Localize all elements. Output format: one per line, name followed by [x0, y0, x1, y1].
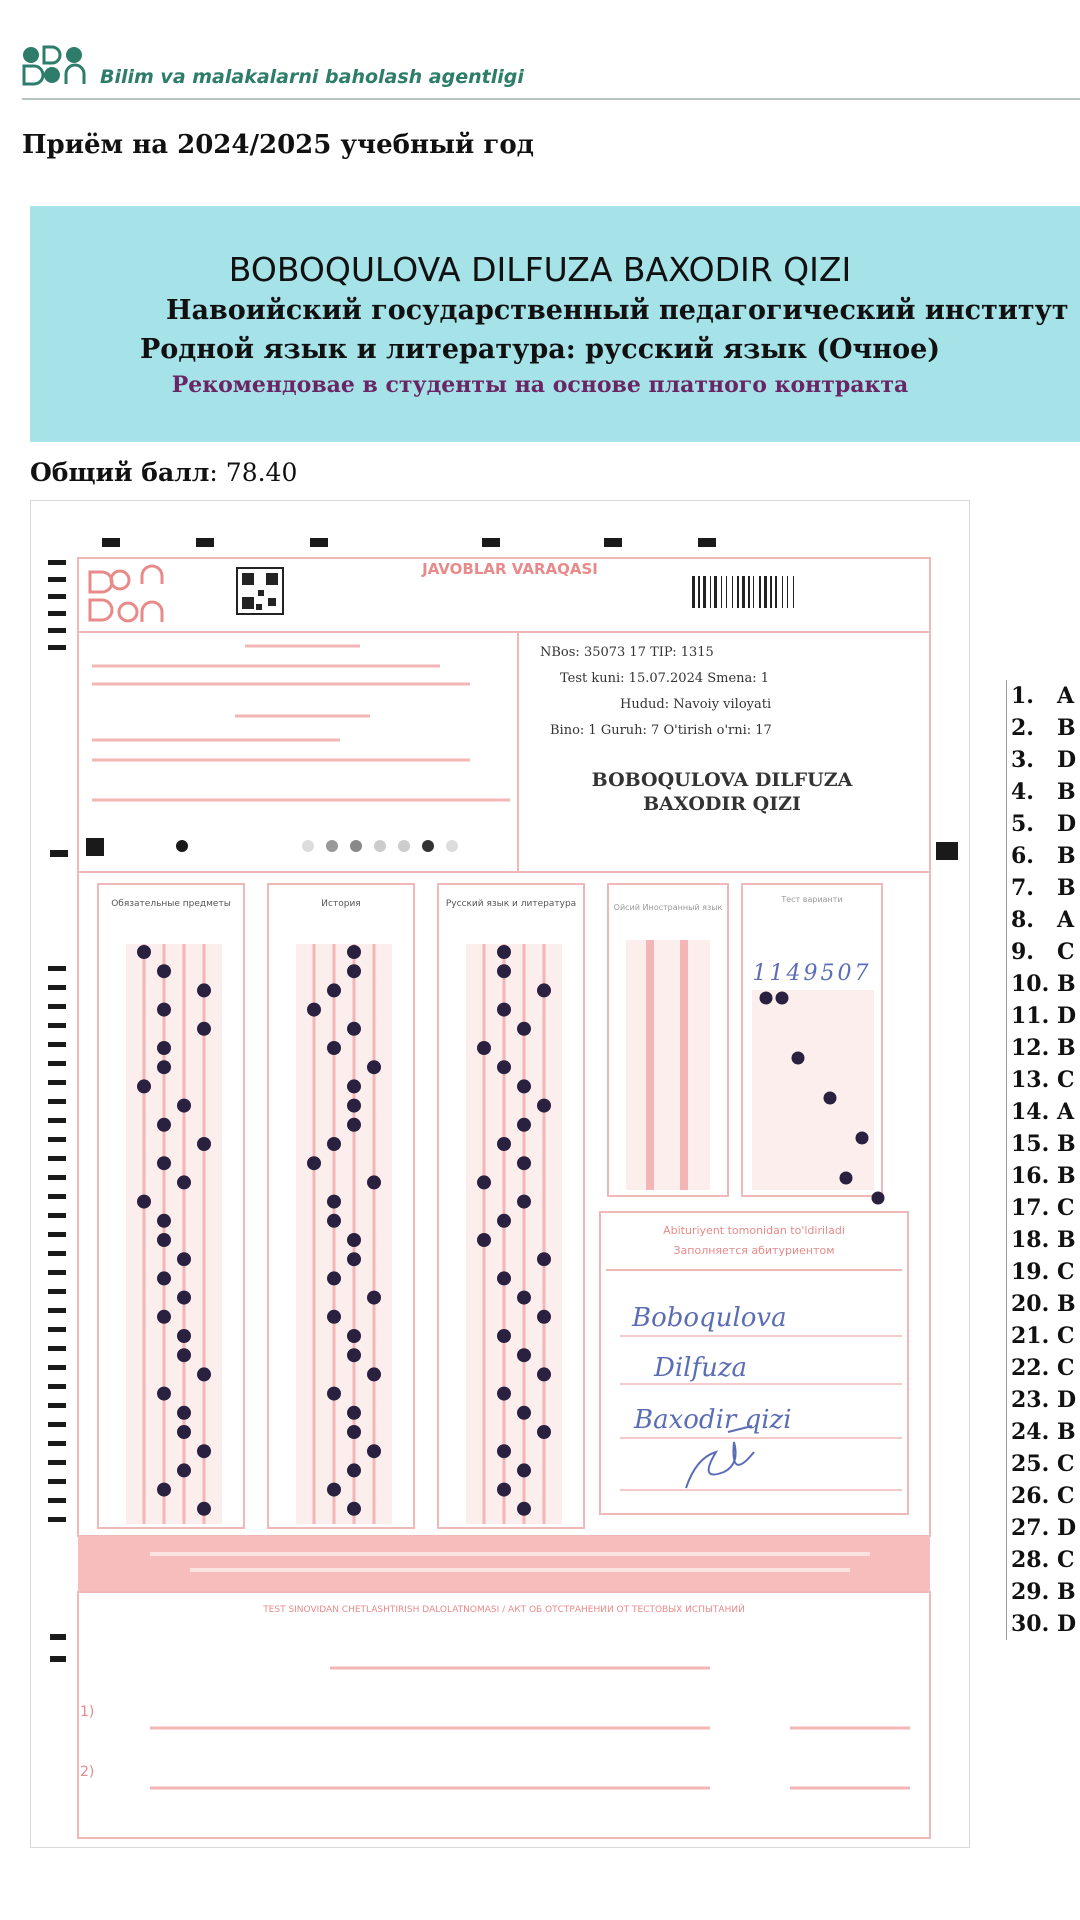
filled-bubble — [497, 1387, 511, 1401]
answer-number: 4. — [1011, 779, 1034, 805]
filled-bubble — [517, 1502, 531, 1516]
answer-item — [1007, 1544, 1080, 1576]
answer-item — [1007, 904, 1080, 936]
filled-bubble — [197, 1444, 211, 1458]
footer-title: TEST SINOVIDAN CHETLASHTIRISH DALOLATNOMASI / АКТ ОБ ОТСТРАНЕНИИ ОТ ТЕСТОВЫХ ИСПЫТАНИЙ — [263, 1605, 745, 1615]
timing-mark — [48, 1517, 66, 1522]
answer-item — [1007, 1224, 1080, 1256]
answer-letter: C — [1057, 1355, 1075, 1381]
filled-bubble — [177, 1348, 191, 1362]
info-line-3: Hudud: Navoiy viloyati — [620, 697, 772, 712]
answer-letter: A — [1057, 683, 1075, 709]
answer-number: 22. — [1011, 1355, 1050, 1381]
filled-bubble — [157, 1041, 171, 1055]
filled-bubble — [157, 1060, 171, 1074]
answer-letter: B — [1057, 1131, 1076, 1157]
filled-bubble — [347, 1252, 361, 1266]
filled-bubble — [517, 1022, 531, 1036]
filled-bubble — [327, 1271, 341, 1285]
filled-bubble — [197, 983, 211, 997]
answer-item — [1007, 1288, 1080, 1320]
filled-bubble — [177, 1463, 191, 1477]
variant-bubble — [840, 1172, 853, 1185]
filled-bubble — [177, 1252, 191, 1266]
answer-item — [1007, 1352, 1080, 1384]
filled-bubble — [137, 945, 151, 959]
filled-bubble — [137, 1195, 151, 1209]
filled-bubble — [197, 1137, 211, 1151]
col5-header: Тест варианти — [781, 895, 843, 904]
header-divider — [22, 98, 1080, 100]
timing-mark — [48, 1365, 66, 1370]
answer-number: 16. — [1011, 1163, 1050, 1189]
timing-mark — [48, 611, 66, 616]
answer-item — [1007, 1160, 1080, 1192]
barcode-bar — [726, 576, 727, 608]
answer-item — [1007, 840, 1080, 872]
qr-code — [237, 568, 283, 614]
timing-mark — [48, 628, 66, 633]
filled-bubble — [497, 945, 511, 959]
answer-letter: B — [1057, 1035, 1076, 1061]
student-name: BOBOQULOVA DILFUZA BAXODIR QIZI — [228, 250, 852, 289]
barcode-bar — [759, 576, 761, 608]
info-line-2: Test kuni: 15.07.2024 Smena: 1 — [560, 671, 770, 686]
filled-bubble — [347, 1348, 361, 1362]
timing-mark — [48, 1422, 66, 1427]
answer-number: 7. — [1011, 875, 1034, 901]
recommendation-text: Рекомендовае в студенты на основе платного контракта — [171, 372, 909, 398]
answer-number: 21. — [1011, 1323, 1050, 1349]
answer-number: 11. — [1011, 1003, 1050, 1029]
bubble-grid — [296, 944, 392, 1524]
filled-bubble — [517, 1406, 531, 1420]
timing-mark — [48, 577, 66, 582]
answer-item — [1007, 808, 1080, 840]
answer-number: 23. — [1011, 1387, 1050, 1413]
timing-mark — [48, 1080, 66, 1085]
answer-item — [1007, 1480, 1080, 1512]
timing-mark — [48, 1213, 66, 1218]
filled-bubble — [347, 1118, 361, 1132]
answer-letter: D — [1057, 1611, 1077, 1637]
answer-number: 14. — [1011, 1099, 1050, 1125]
answer-number: 18. — [1011, 1227, 1050, 1253]
info-line-4: Bino: 1 Guruh: 7 O'tirish o'rni: 17 — [550, 723, 772, 738]
filled-bubble — [177, 1175, 191, 1189]
barcode-bar — [703, 576, 706, 608]
filled-bubble — [327, 1041, 341, 1055]
timing-mark — [48, 1460, 66, 1465]
answer-letter: A — [1057, 1099, 1075, 1125]
timing-mark — [196, 538, 214, 547]
filled-bubble — [477, 1041, 491, 1055]
answer-letter: B — [1057, 1291, 1076, 1317]
filled-bubble — [497, 1444, 511, 1458]
answer-letter: D — [1057, 811, 1077, 837]
filled-bubble — [497, 1329, 511, 1343]
timing-mark — [48, 985, 66, 990]
sheet-student-name-2: BAXODIR QIZI — [643, 793, 801, 815]
filled-bubble — [497, 1214, 511, 1228]
filled-bubble — [347, 964, 361, 978]
variant-bubble — [792, 1052, 805, 1065]
filled-bubble — [367, 1291, 381, 1305]
answer-number: 2. — [1011, 715, 1034, 741]
answer-letter: A — [1057, 907, 1075, 933]
variant-bubble — [824, 1092, 837, 1105]
filled-bubble — [537, 1099, 551, 1113]
filled-bubble — [197, 1022, 211, 1036]
filled-bubble — [327, 1137, 341, 1151]
variant-bubble — [776, 992, 789, 1005]
filled-bubble — [327, 1214, 341, 1228]
filled-bubble — [177, 1329, 191, 1343]
agency-name: Bilim va malakalarni baholash agentligi — [100, 66, 524, 88]
answer-item — [1007, 1320, 1080, 1352]
answer-number: 19. — [1011, 1259, 1050, 1285]
timing-mark — [50, 1656, 66, 1662]
filled-bubble — [347, 1502, 361, 1516]
hw-surname: Boboqulova — [632, 1303, 787, 1333]
total-score — [30, 458, 297, 487]
filled-bubble — [517, 1348, 531, 1362]
filled-bubble — [347, 945, 361, 959]
answer-item — [1007, 1064, 1080, 1096]
timing-mark — [48, 1194, 66, 1199]
answer-number: 9. — [1011, 939, 1034, 965]
answer-item — [1007, 872, 1080, 904]
subject-columns — [98, 884, 584, 1528]
filled-bubble — [157, 1271, 171, 1285]
filled-bubble — [517, 1195, 531, 1209]
answer-key-list — [1006, 680, 1080, 1640]
answer-item — [1007, 1032, 1080, 1064]
filled-bubble — [497, 1137, 511, 1151]
filled-bubble — [477, 1233, 491, 1247]
answer-letter: C — [1057, 1067, 1075, 1093]
answer-item — [1007, 680, 1080, 712]
filled-bubble — [157, 964, 171, 978]
fill-title-uz: Abituriyent tomonidan to'ldiriladi — [663, 1224, 845, 1237]
filled-bubble — [517, 1079, 531, 1093]
answer-letter: B — [1057, 971, 1076, 997]
barcode-bar — [692, 576, 695, 608]
answer-item — [1007, 744, 1080, 776]
filled-bubble — [157, 1310, 171, 1324]
answer-number: 1. — [1011, 683, 1034, 709]
filled-bubble — [327, 1483, 341, 1497]
filled-bubble — [347, 1079, 361, 1093]
barcode-bar — [698, 576, 700, 608]
subject-header: История — [321, 899, 361, 909]
specialty-name: Родной язык и литература: русский язык (Очное) — [139, 334, 941, 365]
timing-mark — [48, 1175, 66, 1180]
filled-bubble — [497, 1003, 511, 1017]
answer-number: 3. — [1011, 747, 1034, 773]
filled-bubble — [347, 1233, 361, 1247]
timing-mark — [48, 1251, 66, 1256]
answer-letter: C — [1057, 1451, 1075, 1477]
filled-bubble — [177, 1406, 191, 1420]
answer-number: 6. — [1011, 843, 1034, 869]
timing-mark — [48, 1384, 66, 1389]
timing-mark — [604, 538, 622, 547]
barcode-bar — [721, 576, 722, 608]
filled-bubble — [347, 1406, 361, 1420]
timing-mark — [102, 538, 120, 547]
timing-mark — [48, 1232, 66, 1237]
answer-item — [1007, 936, 1080, 968]
timing-mark — [50, 1634, 66, 1640]
handwritten-variant: 1149507 — [752, 961, 872, 986]
timing-mark — [48, 1498, 66, 1503]
institution-name: Навоийский государственный педагогический институт — [166, 295, 1069, 326]
timing-mark — [48, 1270, 66, 1275]
filled-bubble — [497, 1483, 511, 1497]
answer-number: 27. — [1011, 1515, 1050, 1541]
filled-bubble — [327, 1310, 341, 1324]
timing-mark — [48, 1346, 66, 1351]
answer-item — [1007, 1128, 1080, 1160]
variant-bubble — [872, 1192, 885, 1205]
filled-bubble — [157, 1233, 171, 1247]
col4-header: Ойсий Иностранный язык — [613, 903, 723, 912]
barcode-bar — [737, 576, 739, 608]
answer-letter: C — [1057, 939, 1075, 965]
answer-letter: B — [1057, 1419, 1076, 1445]
answer-number: 17. — [1011, 1195, 1050, 1221]
answer-letter: C — [1057, 1483, 1075, 1509]
answer-item — [1007, 712, 1080, 744]
answer-item — [1007, 1000, 1080, 1032]
answer-item — [1007, 1192, 1080, 1224]
answer-letter: C — [1057, 1195, 1075, 1221]
answer-number: 26. — [1011, 1483, 1050, 1509]
answer-letter: B — [1057, 779, 1076, 805]
timing-mark — [936, 842, 958, 860]
filled-bubble — [367, 1444, 381, 1458]
timing-mark — [48, 560, 66, 565]
answer-number: 29. — [1011, 1579, 1050, 1605]
timing-mark — [48, 1004, 66, 1009]
filled-bubble — [327, 1195, 341, 1209]
answer-number: 15. — [1011, 1131, 1050, 1157]
timing-mark — [48, 1441, 66, 1446]
barcode-bar — [714, 576, 717, 608]
answer-letter: C — [1057, 1323, 1075, 1349]
answer-number: 28. — [1011, 1547, 1050, 1573]
answer-item — [1007, 1256, 1080, 1288]
answer-item — [1007, 1416, 1080, 1448]
timing-mark — [48, 1289, 66, 1294]
filled-bubble — [347, 1022, 361, 1036]
sheet-title: JAVOBLAR VARAQASI — [422, 560, 598, 578]
barcode-bar — [742, 576, 745, 608]
filled-bubble — [157, 1003, 171, 1017]
answer-letter: D — [1057, 747, 1077, 773]
filled-bubble — [307, 1003, 321, 1017]
answer-number: 30. — [1011, 1611, 1050, 1637]
filled-bubble — [197, 1502, 211, 1516]
answer-letter: B — [1057, 1579, 1076, 1605]
answer-number: 25. — [1011, 1451, 1050, 1477]
filled-bubble — [537, 1310, 551, 1324]
answer-number: 10. — [1011, 971, 1050, 997]
answer-item — [1007, 1448, 1080, 1480]
answer-letter: D — [1057, 1515, 1077, 1541]
barcode-bar — [770, 576, 772, 608]
answer-letter: B — [1057, 715, 1076, 741]
filled-bubble — [537, 1367, 551, 1381]
timing-mark — [48, 645, 66, 650]
timing-mark — [48, 1403, 66, 1408]
bba-logo — [22, 44, 98, 86]
answer-item — [1007, 1096, 1080, 1128]
filled-bubble — [157, 1214, 171, 1228]
timing-mark — [48, 1042, 66, 1047]
timing-mark — [48, 966, 66, 971]
filled-bubble — [367, 1367, 381, 1381]
filled-bubble — [347, 1329, 361, 1343]
answer-letter: C — [1057, 1547, 1075, 1573]
answer-number: 13. — [1011, 1067, 1050, 1093]
footer-row-2: 2) — [80, 1764, 95, 1780]
variant-bubble — [856, 1132, 869, 1145]
answer-letter: B — [1057, 1227, 1076, 1253]
timing-mark — [48, 594, 66, 599]
timing-mark — [482, 538, 500, 547]
intake-title: Приём на 2024/2025 учебный год — [22, 130, 534, 160]
filled-bubble — [177, 1099, 191, 1113]
filled-bubble — [347, 1425, 361, 1439]
filled-bubble — [177, 1425, 191, 1439]
filled-bubble — [497, 1271, 511, 1285]
timing-mark — [48, 1023, 66, 1028]
filled-bubble — [517, 1118, 531, 1132]
barcode-bar — [732, 576, 733, 608]
filled-bubble — [157, 1483, 171, 1497]
answer-number: 24. — [1011, 1419, 1050, 1445]
timing-mark — [310, 538, 328, 547]
timing-mark — [698, 538, 716, 547]
filled-bubble — [537, 1425, 551, 1439]
timing-mark — [48, 1479, 66, 1484]
footer-row-1: 1) — [80, 1704, 95, 1720]
answer-letter: D — [1057, 1387, 1077, 1413]
filled-bubble — [347, 1463, 361, 1477]
filled-bubble — [537, 1252, 551, 1266]
hw-name: Dilfuza — [654, 1353, 748, 1383]
sheet-student-name-1: BOBOQULOVA DILFUZA — [591, 769, 853, 791]
timing-mark — [48, 1327, 66, 1332]
answer-number: 5. — [1011, 811, 1034, 837]
filled-bubble — [517, 1463, 531, 1477]
answer-letter: D — [1057, 1003, 1077, 1029]
filled-bubble — [537, 983, 551, 997]
answer-item — [1007, 1384, 1080, 1416]
barcode-bar — [787, 576, 788, 608]
timing-mark — [50, 850, 68, 857]
barcode-bar — [753, 576, 754, 608]
hw-patronymic: Baxodir qizi — [634, 1405, 792, 1435]
answer-item — [1007, 776, 1080, 808]
timing-mark — [48, 1118, 66, 1123]
barcode-bar — [782, 576, 783, 608]
filled-bubble — [497, 1060, 511, 1074]
subject-header: Русский язык и литература — [445, 899, 577, 909]
filled-bubble — [477, 1175, 491, 1189]
answer-number: 20. — [1011, 1291, 1050, 1317]
answer-letter: B — [1057, 843, 1076, 869]
filled-bubble — [157, 1118, 171, 1132]
answer-number: 12. — [1011, 1035, 1050, 1061]
variant-bubble — [760, 992, 773, 1005]
barcode-bar — [775, 576, 777, 608]
timing-mark — [48, 1137, 66, 1142]
timing-mark — [48, 1156, 66, 1161]
answer-item — [1007, 968, 1080, 1000]
filled-bubble — [327, 1387, 341, 1401]
barcode-bar — [748, 576, 750, 608]
answer-sheet — [30, 500, 970, 1848]
total-score-value: : 78.40 — [209, 458, 298, 487]
filled-bubble — [157, 1387, 171, 1401]
filled-bubble — [157, 1156, 171, 1170]
answer-item — [1007, 1512, 1080, 1544]
info-line-1: NBos: 35073 17 TIP: 1315 — [540, 645, 714, 660]
filled-bubble — [517, 1156, 531, 1170]
filled-bubble — [137, 1079, 151, 1093]
barcode-bar — [764, 576, 767, 608]
barcode-bar — [793, 576, 794, 608]
filled-bubble — [197, 1367, 211, 1381]
total-score-label: Общий балл — [30, 458, 210, 487]
barcode-bar — [710, 576, 711, 608]
answer-item — [1007, 1608, 1080, 1640]
answer-letter: B — [1057, 875, 1076, 901]
filled-bubble — [367, 1175, 381, 1189]
filled-bubble — [347, 1099, 361, 1113]
timing-mark — [48, 1061, 66, 1066]
timing-mark — [48, 1308, 66, 1313]
answer-letter: C — [1057, 1259, 1075, 1285]
filled-bubble — [177, 1291, 191, 1305]
answer-number: 8. — [1011, 907, 1034, 933]
filled-bubble — [367, 1060, 381, 1074]
timing-mark — [48, 1099, 66, 1104]
filled-bubble — [517, 1291, 531, 1305]
filled-bubble — [497, 964, 511, 978]
filled-bubble — [327, 983, 341, 997]
answer-letter: B — [1057, 1163, 1076, 1189]
subject-header: Обязательные предметы — [111, 899, 231, 909]
filled-bubble — [307, 1156, 321, 1170]
answer-item — [1007, 1576, 1080, 1608]
fill-title-ru: Заполняется абитуриентом — [673, 1244, 835, 1257]
